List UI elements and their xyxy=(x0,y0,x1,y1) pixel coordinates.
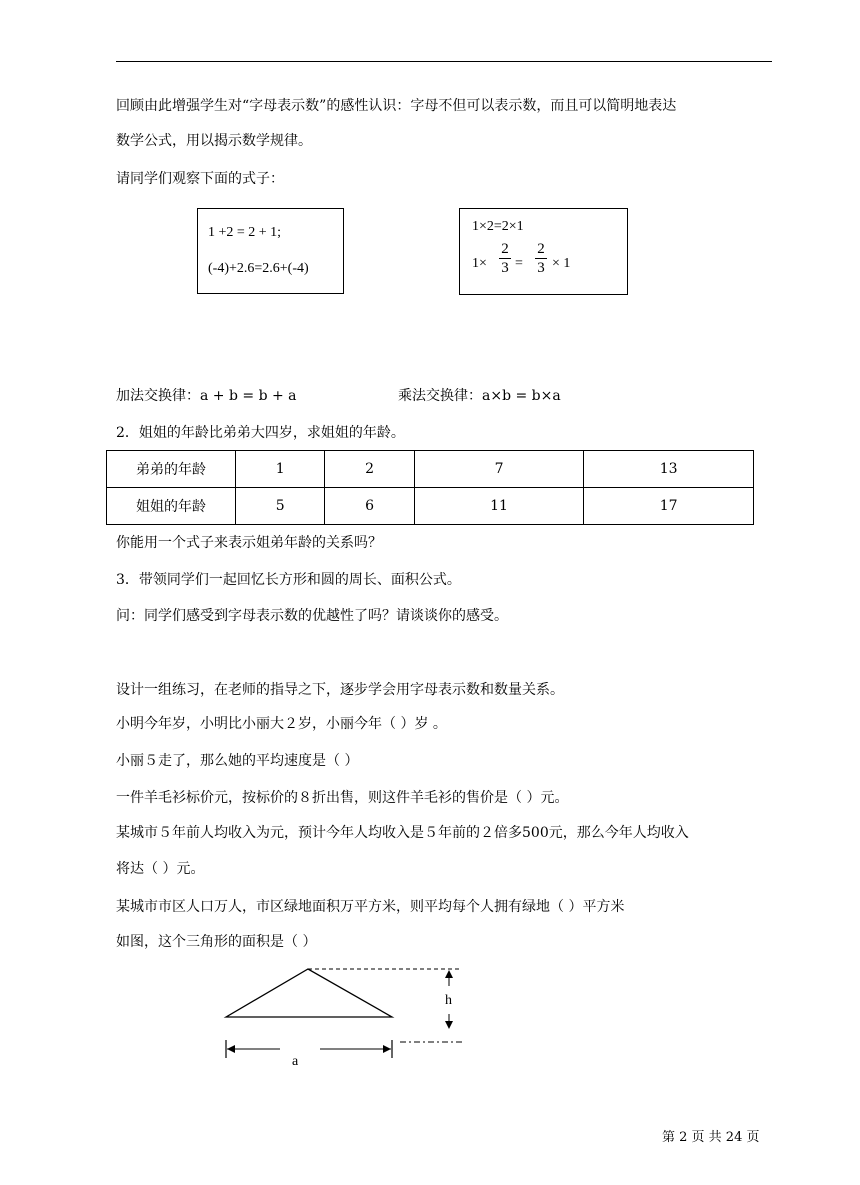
height-arrow-down-icon xyxy=(445,1014,453,1029)
base-arrow-left-icon xyxy=(227,1045,280,1053)
fraction-numerator: 2 xyxy=(537,241,545,257)
table-row xyxy=(107,488,754,525)
paragraph-review: 回顾由此增强学生对“字母表示数”的感性认识：字母不但可以表示数，而且可以简明地表达 xyxy=(116,98,677,114)
table-cell: 6 xyxy=(325,488,414,525)
height-label: h xyxy=(445,993,452,1008)
exercise-2: 小丽５走了，那么她的平均速度是（ ） xyxy=(116,753,359,769)
multiplication-example-line1: 1×2=2×1 xyxy=(472,219,524,234)
header-rule xyxy=(116,61,772,62)
multiplication-example-box xyxy=(459,208,628,295)
table-cell: 11 xyxy=(414,488,584,525)
times-one: × 1 xyxy=(552,256,571,271)
fraction-denominator: 3 xyxy=(537,260,545,276)
question-relation: 你能用一个式子来表示姐弟年龄的关系吗？ xyxy=(116,535,382,551)
exercise-4: 某城市５年前人均收入为元，预计今年人均收入是５年前的２倍多500元，那么今年人均收入 xyxy=(116,825,689,841)
exercise-6: 如图，这个三角形的面积是（ ） xyxy=(116,934,317,950)
exercise-1: 小明今年岁，小明比小丽大２岁，小丽今年（ ）岁 。 xyxy=(116,716,447,732)
table-cell: 7 xyxy=(414,451,584,488)
table-cell: 1 xyxy=(236,451,325,488)
equals-sign: = xyxy=(515,256,523,271)
exercise-intro: 设计一组练习，在老师的指导之下，逐步学会用字母表示数和数量关系。 xyxy=(116,682,564,698)
table-cell: 13 xyxy=(584,451,754,488)
paragraph-observe: 请同学们观察下面的式子： xyxy=(116,171,284,187)
multiplication-commutative-law: 乘法交换律：a×b = b×a xyxy=(398,388,561,404)
table-row xyxy=(107,451,754,488)
fraction-numerator: 2 xyxy=(501,241,509,257)
multiplication-example-prefix: 1× xyxy=(472,256,487,271)
question-2: 2．姐姐的年龄比弟弟大四岁，求姐姐的年龄。 xyxy=(116,425,405,441)
height-arrow-up-icon xyxy=(445,970,453,986)
triangle-figure xyxy=(210,958,470,1076)
table-row-label: 弟弟的年龄 xyxy=(107,451,236,488)
table-row-label: 姐姐的年龄 xyxy=(107,488,236,525)
table-cell: 17 xyxy=(584,488,754,525)
fraction-two-thirds-right xyxy=(534,240,548,277)
page-footer: 第 2 页 共 24 页 xyxy=(662,1130,760,1145)
age-table xyxy=(106,450,754,525)
addition-example-box xyxy=(197,208,344,294)
triangle-shape xyxy=(226,969,392,1017)
fraction-two-thirds-left xyxy=(498,240,512,277)
fraction-denominator: 3 xyxy=(501,260,509,276)
question-3: 3．带领同学们一起回忆长方形和圆的周长、面积公式。 xyxy=(116,572,461,588)
base-label: a xyxy=(292,1054,299,1069)
base-arrow-right-icon xyxy=(320,1045,391,1053)
table-cell: 2 xyxy=(325,451,414,488)
exercise-5: 某城市市区人口万人，市区绿地面积万平方米，则平均每个人拥有绿地（ ）平方米 xyxy=(116,899,625,915)
question-feeling: 问：同学们感受到字母表示数的优越性了吗？请谈谈你的感受。 xyxy=(116,608,508,624)
paragraph-formula: 数学公式，用以揭示数学规律。 xyxy=(116,133,312,149)
table-cell: 5 xyxy=(236,488,325,525)
addition-example-line2: (-4)+2.6=2.6+(-4) xyxy=(208,261,309,276)
addition-commutative-law: 加法交换律：a + b = b + a xyxy=(116,388,297,404)
addition-example-line1: 1 +2 = 2 + 1; xyxy=(208,225,282,240)
exercise-3: 一件羊毛衫标价元，按标价的８折出售，则这件羊毛衫的售价是（ ）元。 xyxy=(116,790,569,806)
exercise-4-continued: 将达（ ）元。 xyxy=(116,861,205,877)
